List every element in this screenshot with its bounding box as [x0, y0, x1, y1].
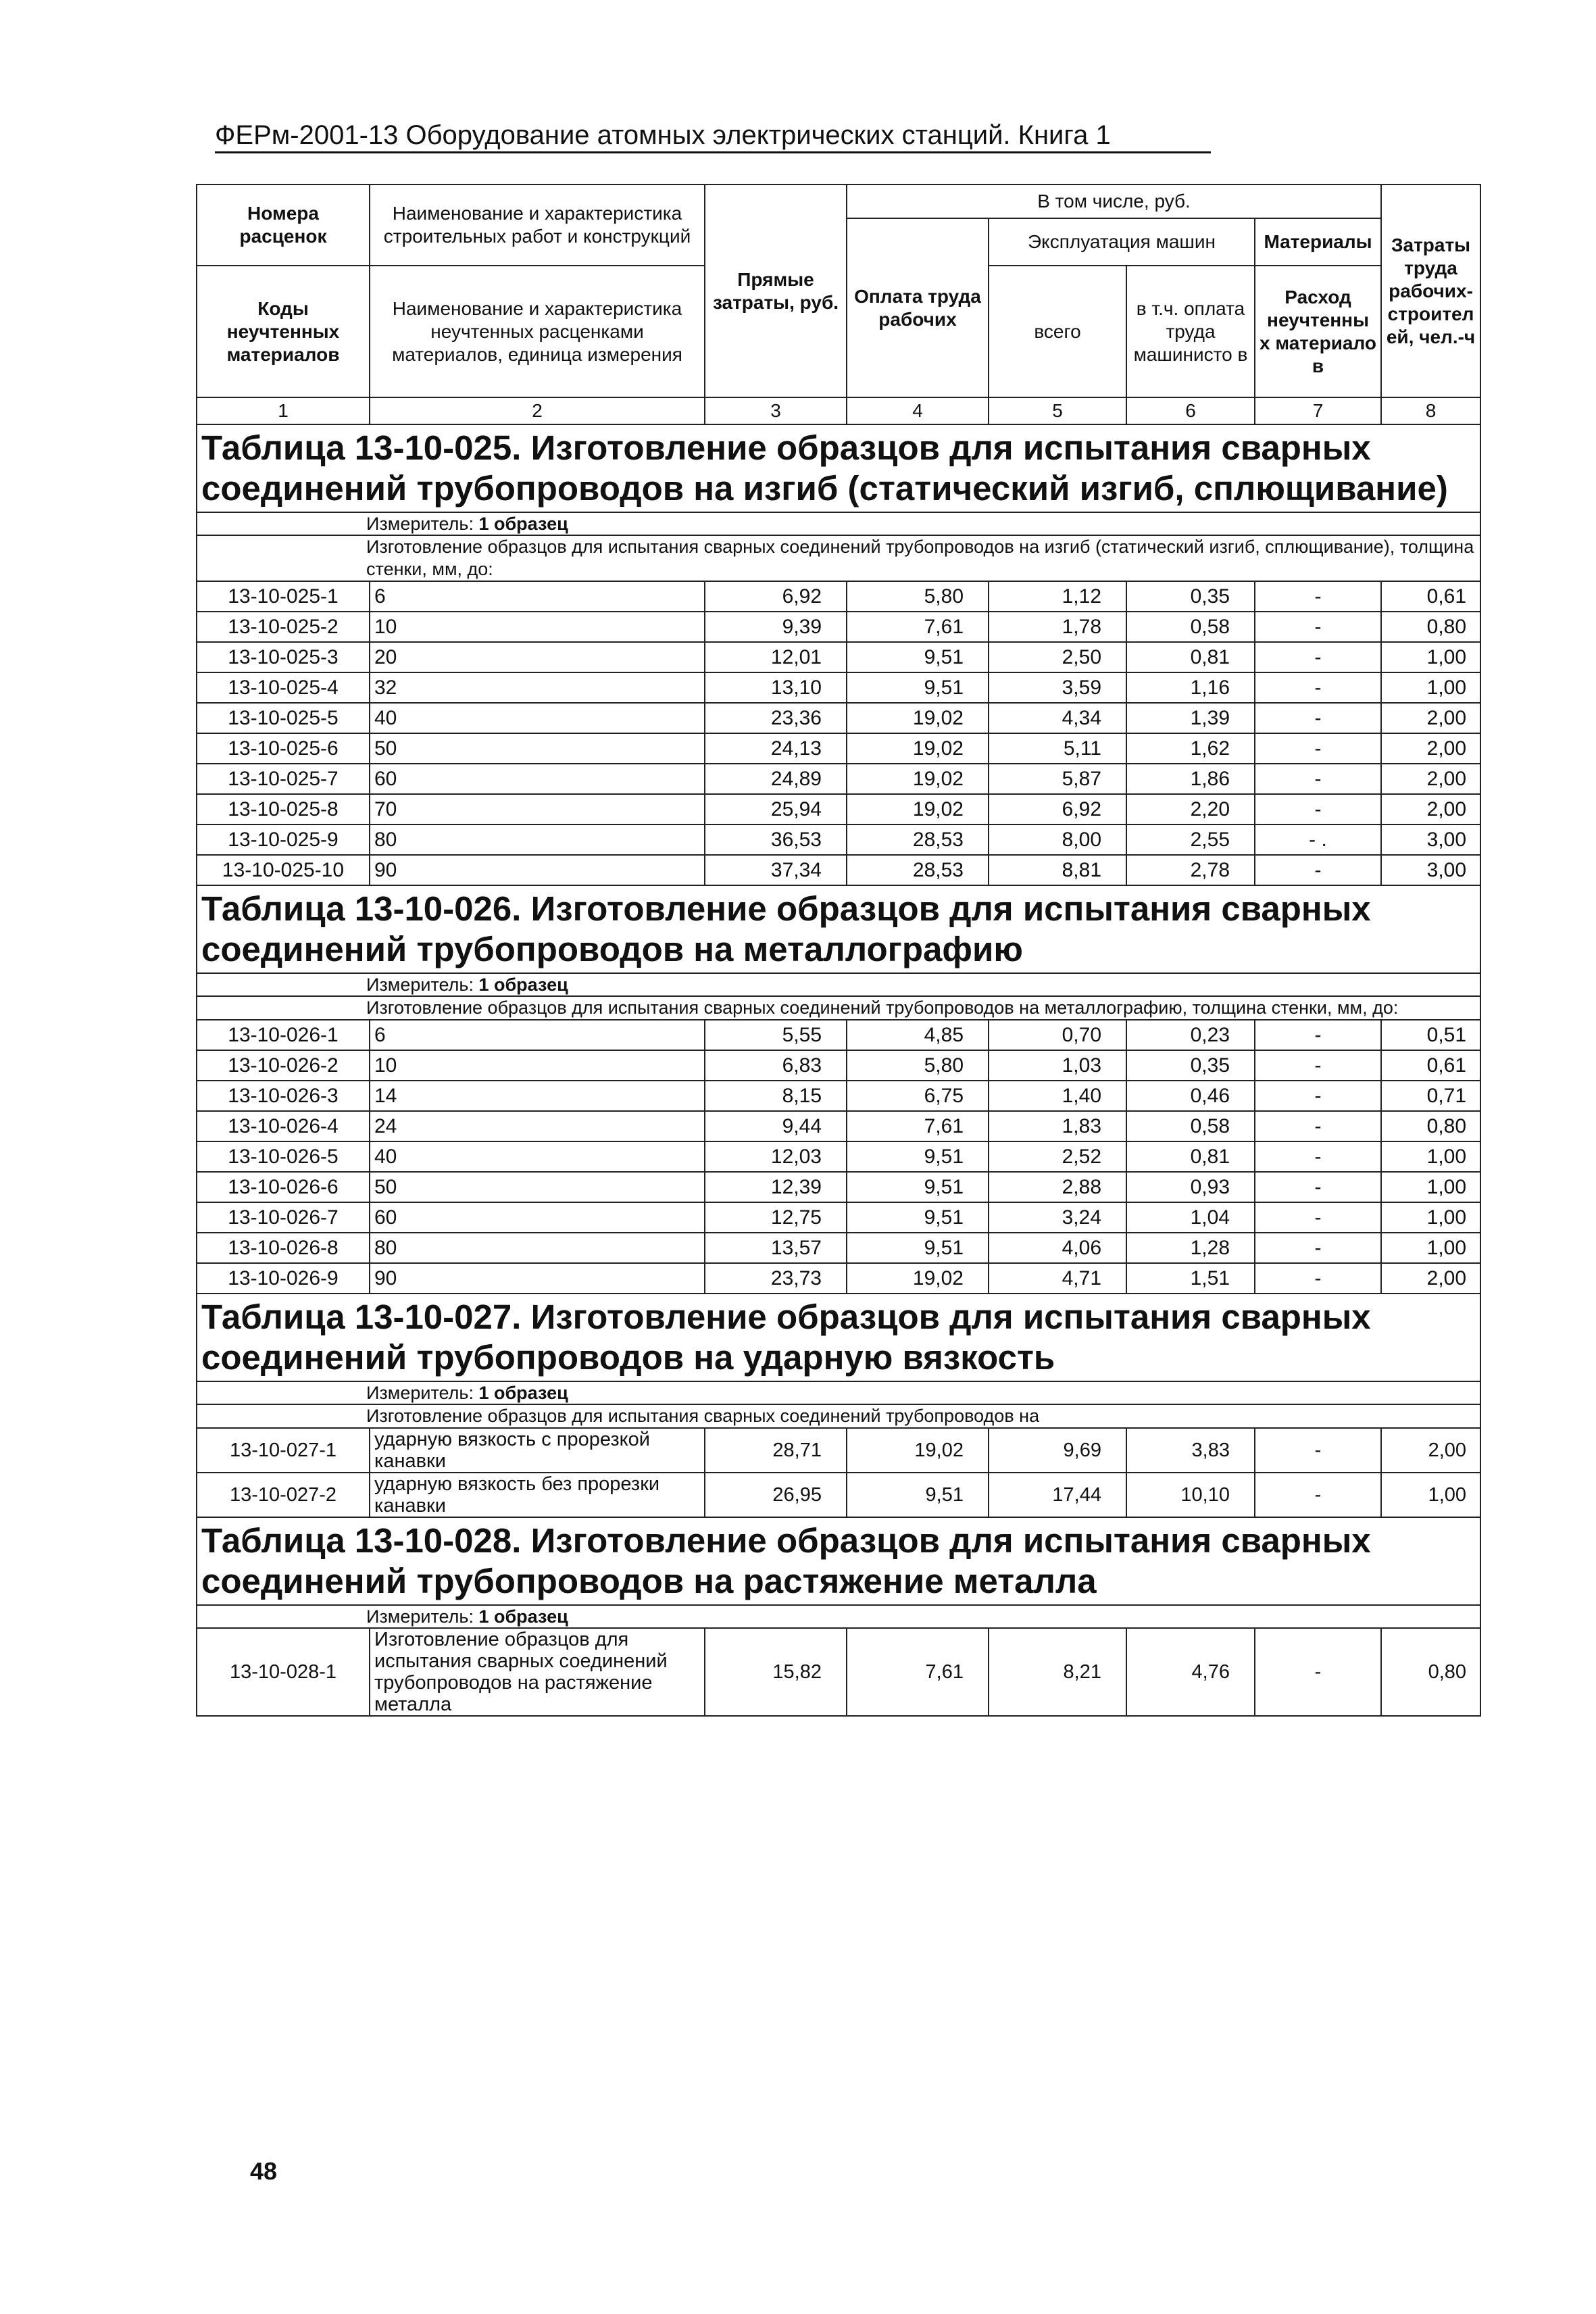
table-title: Таблица 13-10-026. Изготовление образцов для испытания сварных соединений трубопроводов на металлографию: [197, 885, 1480, 973]
col-number: 6: [1126, 397, 1255, 424]
description-row: [197, 535, 1480, 581]
direct-costs: 13,57: [705, 1233, 847, 1263]
table-row: [197, 1141, 1480, 1172]
work-name: Изготовление образцов для испытания сварных соединений трубопроводов на растяжение металла: [370, 1628, 705, 1716]
col-number: 3: [705, 397, 847, 424]
meter-label: Измеритель:: [366, 1383, 474, 1403]
rates-table: [196, 184, 1481, 1717]
machines-total: 9,69: [989, 1428, 1126, 1473]
direct-costs: 13,10: [705, 672, 847, 703]
operator-pay: 1,28: [1126, 1233, 1255, 1263]
work-name: 90: [370, 1263, 705, 1294]
materials: -: [1255, 581, 1381, 612]
labor-costs: 2,00: [1381, 1428, 1480, 1473]
meter-line: [197, 512, 1480, 535]
worker-pay: 7,61: [847, 612, 989, 642]
work-name: 70: [370, 794, 705, 824]
work-name: 50: [370, 733, 705, 764]
machines-total: 4,06: [989, 1233, 1126, 1263]
table-row: [197, 855, 1480, 885]
direct-costs: 12,75: [705, 1202, 847, 1233]
operator-pay: 1,86: [1126, 764, 1255, 794]
direct-costs: 24,13: [705, 733, 847, 764]
direct-costs: 23,36: [705, 703, 847, 733]
rate-code: 13-10-026-6: [197, 1172, 370, 1202]
materials: -: [1255, 1020, 1381, 1050]
direct-costs: 26,95: [705, 1473, 847, 1517]
machines-total: 0,70: [989, 1020, 1126, 1050]
operator-pay: 0,35: [1126, 581, 1255, 612]
direct-costs: 12,03: [705, 1141, 847, 1172]
direct-costs: 37,34: [705, 855, 847, 885]
rate-code: 13-10-025-3: [197, 642, 370, 672]
rate-code: 13-10-026-4: [197, 1111, 370, 1141]
table-row: [197, 733, 1480, 764]
table-row: [197, 1172, 1480, 1202]
labor-costs: 0,61: [1381, 1050, 1480, 1081]
table-row: [197, 703, 1480, 733]
worker-pay: 19,02: [847, 1263, 989, 1294]
meter-line: [197, 973, 1480, 996]
rate-code: 13-10-025-7: [197, 764, 370, 794]
description-row: [197, 1404, 1480, 1428]
operator-pay: 1,62: [1126, 733, 1255, 764]
operator-pay: 1,16: [1126, 672, 1255, 703]
worker-pay: 4,85: [847, 1020, 989, 1050]
materials: -: [1255, 1233, 1381, 1263]
col2-top-header: Наименование и характеристика строительных работ и конструкций: [370, 184, 705, 266]
worker-pay: 19,02: [847, 764, 989, 794]
operator-pay: 1,04: [1126, 1202, 1255, 1233]
rate-code: 13-10-026-8: [197, 1233, 370, 1263]
worker-pay: 9,51: [847, 1473, 989, 1517]
worker-pay: 9,51: [847, 1233, 989, 1263]
machines-total: 3,59: [989, 672, 1126, 703]
col3-header: Прямые затраты, руб.: [705, 184, 847, 397]
operator-pay: 2,55: [1126, 824, 1255, 855]
rate-code: 13-10-026-2: [197, 1050, 370, 1081]
table-row: [197, 794, 1480, 824]
table-row: [197, 1263, 1480, 1294]
worker-pay: 9,51: [847, 672, 989, 703]
operator-pay: 0,58: [1126, 1111, 1255, 1141]
labor-costs: 2,00: [1381, 794, 1480, 824]
machines-total: 4,71: [989, 1263, 1126, 1294]
materials: -: [1255, 642, 1381, 672]
labor-costs: 0,80: [1381, 1111, 1480, 1141]
meter-line: [197, 1381, 1480, 1404]
direct-costs: 25,94: [705, 794, 847, 824]
materials: - .: [1255, 824, 1381, 855]
materials: -: [1255, 612, 1381, 642]
col7-header: Расход неучтенны х материало в: [1255, 266, 1381, 397]
rate-code: 13-10-028-1: [197, 1628, 370, 1716]
labor-costs: 2,00: [1381, 1263, 1480, 1294]
worker-pay: 19,02: [847, 733, 989, 764]
materials: -: [1255, 1628, 1381, 1716]
direct-costs: 9,44: [705, 1111, 847, 1141]
labor-costs: 0,80: [1381, 612, 1480, 642]
labor-costs: 1,00: [1381, 1202, 1480, 1233]
col-number: 5: [989, 397, 1126, 424]
table-row: [197, 1628, 1480, 1716]
including-header: В том числе, руб.: [847, 184, 1381, 218]
work-name: 10: [370, 612, 705, 642]
rate-code: 13-10-026-9: [197, 1263, 370, 1294]
work-name: 32: [370, 672, 705, 703]
worker-pay: 9,51: [847, 642, 989, 672]
work-name: 40: [370, 1141, 705, 1172]
col-number: 8: [1381, 397, 1480, 424]
col1-top-header: Номера расценок: [197, 184, 370, 266]
labor-costs: 2,00: [1381, 703, 1480, 733]
operator-pay: 0,93: [1126, 1172, 1255, 1202]
machines-header: Эксплуатация машин: [989, 218, 1255, 266]
labor-costs: 2,00: [1381, 764, 1480, 794]
table-title-row: [197, 424, 1480, 512]
work-name: 10: [370, 1050, 705, 1081]
materials: -: [1255, 764, 1381, 794]
materials: -: [1255, 672, 1381, 703]
table-row: [197, 824, 1480, 855]
operator-pay: 2,78: [1126, 855, 1255, 885]
table-row: [197, 1020, 1480, 1050]
labor-costs: 0,51: [1381, 1020, 1480, 1050]
materials: -: [1255, 703, 1381, 733]
table-row: [197, 1233, 1480, 1263]
table-row: [197, 581, 1480, 612]
machines-total: 2,52: [989, 1141, 1126, 1172]
materials: -: [1255, 1263, 1381, 1294]
machines-total: 1,40: [989, 1081, 1126, 1111]
materials: -: [1255, 733, 1381, 764]
table-description: Изготовление образцов для испытания сварных соединений трубопроводов на металлографию, толщина стенки, мм, до:: [197, 996, 1480, 1020]
machines-total: 17,44: [989, 1473, 1126, 1517]
col1-bottom-header: Коды неучтенных материалов: [197, 266, 370, 397]
machines-total: 8,00: [989, 824, 1126, 855]
direct-costs: 6,83: [705, 1050, 847, 1081]
operator-pay: 0,23: [1126, 1020, 1255, 1050]
machines-total: 1,78: [989, 612, 1126, 642]
work-name: ударную вязкость без прорезки канавки: [370, 1473, 705, 1517]
table-row: [197, 612, 1480, 642]
labor-costs: 2,00: [1381, 733, 1480, 764]
col8-header: Затраты труда рабочих-строител ей, чел.-ч: [1381, 184, 1480, 397]
direct-costs: 23,73: [705, 1263, 847, 1294]
operator-pay: 1,39: [1126, 703, 1255, 733]
worker-pay: 28,53: [847, 855, 989, 885]
worker-pay: 9,51: [847, 1141, 989, 1172]
col-number: 7: [1255, 397, 1381, 424]
direct-costs: 8,15: [705, 1081, 847, 1111]
worker-pay: 19,02: [847, 1428, 989, 1473]
machines-total: 3,24: [989, 1202, 1126, 1233]
work-name: 90: [370, 855, 705, 885]
labor-costs: 3,00: [1381, 824, 1480, 855]
operator-pay: 0,35: [1126, 1050, 1255, 1081]
materials: -: [1255, 794, 1381, 824]
table-row: [197, 1428, 1480, 1473]
direct-costs: 12,39: [705, 1172, 847, 1202]
machines-total: 8,81: [989, 855, 1126, 885]
col5-header: всего: [989, 266, 1126, 397]
rate-code: 13-10-025-10: [197, 855, 370, 885]
operator-pay: 4,76: [1126, 1628, 1255, 1716]
table-row: [197, 764, 1480, 794]
table-row: [197, 672, 1480, 703]
col-number: 4: [847, 397, 989, 424]
running-header: ФЕРм-2001-13 Оборудование атомных электрических станций. Книга 1: [215, 119, 1211, 153]
labor-costs: 1,00: [1381, 1172, 1480, 1202]
rate-code: 13-10-025-2: [197, 612, 370, 642]
materials: -: [1255, 1111, 1381, 1141]
machines-total: 1,83: [989, 1111, 1126, 1141]
rate-code: 13-10-026-3: [197, 1081, 370, 1111]
worker-pay: 5,80: [847, 1050, 989, 1081]
operator-pay: 0,81: [1126, 642, 1255, 672]
meter-value: 1 образец: [478, 1606, 568, 1627]
table-row: [197, 1081, 1480, 1111]
rate-code: 13-10-025-6: [197, 733, 370, 764]
operator-pay: 3,83: [1126, 1428, 1255, 1473]
rate-code: 13-10-025-4: [197, 672, 370, 703]
meter-line: [197, 1605, 1480, 1628]
work-name: 14: [370, 1081, 705, 1111]
col-number: 2: [370, 397, 705, 424]
operator-pay: 10,10: [1126, 1473, 1255, 1517]
rate-code: 13-10-025-9: [197, 824, 370, 855]
materials: -: [1255, 1428, 1381, 1473]
col-number: 1: [197, 397, 370, 424]
rate-code: 13-10-025-1: [197, 581, 370, 612]
materials: -: [1255, 1202, 1381, 1233]
worker-pay: 7,61: [847, 1111, 989, 1141]
rate-code: 13-10-026-5: [197, 1141, 370, 1172]
meter-label: Измеритель:: [366, 1606, 474, 1627]
direct-costs: 28,71: [705, 1428, 847, 1473]
materials: -: [1255, 1141, 1381, 1172]
work-name: 24: [370, 1111, 705, 1141]
rate-code: 13-10-027-1: [197, 1428, 370, 1473]
rate-code: 13-10-026-7: [197, 1202, 370, 1233]
work-name: 6: [370, 581, 705, 612]
machines-total: 1,12: [989, 581, 1126, 612]
machines-total: 1,03: [989, 1050, 1126, 1081]
work-name: ударную вязкость с прорезкой канавки: [370, 1428, 705, 1473]
direct-costs: 36,53: [705, 824, 847, 855]
table-title: Таблица 13-10-027. Изготовление образцов для испытания сварных соединений трубопроводов на ударную вязкость: [197, 1294, 1480, 1381]
table-row: [197, 1202, 1480, 1233]
table-title: Таблица 13-10-028. Изготовление образцов для испытания сварных соединений трубопроводов на растяжение металла: [197, 1517, 1480, 1605]
table-title-row: [197, 885, 1480, 973]
rate-code: 13-10-025-5: [197, 703, 370, 733]
machines-total: 5,87: [989, 764, 1126, 794]
rate-code: 13-10-025-8: [197, 794, 370, 824]
worker-pay: 5,80: [847, 581, 989, 612]
machines-total: 4,34: [989, 703, 1126, 733]
work-name: 6: [370, 1020, 705, 1050]
labor-costs: 0,71: [1381, 1081, 1480, 1111]
labor-costs: 1,00: [1381, 1233, 1480, 1263]
labor-costs: 1,00: [1381, 1473, 1480, 1517]
col2-bottom-header: Наименование и характеристика неучтенных расценками материалов, единица измерения: [370, 266, 705, 397]
table-row: [197, 642, 1480, 672]
materials: -: [1255, 1081, 1381, 1111]
worker-pay: 6,75: [847, 1081, 989, 1111]
rate-code: 13-10-027-2: [197, 1473, 370, 1517]
labor-costs: 3,00: [1381, 855, 1480, 885]
meter-row: [197, 512, 1480, 535]
direct-costs: 15,82: [705, 1628, 847, 1716]
meter-value: 1 образец: [478, 1383, 568, 1403]
work-name: 80: [370, 1233, 705, 1263]
meter-value: 1 образец: [478, 975, 568, 995]
machines-total: 2,88: [989, 1172, 1126, 1202]
operator-pay: 1,51: [1126, 1263, 1255, 1294]
meter-label: Измеритель:: [366, 975, 474, 995]
table-title-row: [197, 1517, 1480, 1605]
labor-costs: 1,00: [1381, 642, 1480, 672]
machines-total: 5,11: [989, 733, 1126, 764]
operator-pay: 2,20: [1126, 794, 1255, 824]
machines-total: 2,50: [989, 642, 1126, 672]
materials: -: [1255, 1172, 1381, 1202]
machines-total: 8,21: [989, 1628, 1126, 1716]
table-title: Таблица 13-10-025. Изготовление образцов для испытания сварных соединений трубопроводов на изгиб (статический изгиб, сплющивание): [197, 424, 1480, 512]
table-row: [197, 1111, 1480, 1141]
materials: -: [1255, 1050, 1381, 1081]
machines-total: 6,92: [989, 794, 1126, 824]
direct-costs: 9,39: [705, 612, 847, 642]
operator-pay: 0,81: [1126, 1141, 1255, 1172]
table-description: Изготовление образцов для испытания сварных соединений трубопроводов на изгиб (статический изгиб, сплющивание), толщина стенки, мм, до:: [197, 535, 1480, 581]
labor-costs: 0,80: [1381, 1628, 1480, 1716]
worker-pay: 7,61: [847, 1628, 989, 1716]
direct-costs: 12,01: [705, 642, 847, 672]
worker-pay: 19,02: [847, 794, 989, 824]
table-description: Изготовление образцов для испытания сварных соединений трубопроводов на: [197, 1404, 1480, 1428]
meter-value: 1 образец: [478, 514, 568, 534]
meter-row: [197, 1381, 1480, 1404]
meter-row: [197, 973, 1480, 996]
work-name: 20: [370, 642, 705, 672]
materials-header: Материалы: [1255, 218, 1381, 266]
work-name: 40: [370, 703, 705, 733]
labor-costs: 1,00: [1381, 1141, 1480, 1172]
work-name: 50: [370, 1172, 705, 1202]
rate-code: 13-10-026-1: [197, 1020, 370, 1050]
materials: -: [1255, 855, 1381, 885]
work-name: 60: [370, 764, 705, 794]
work-name: 60: [370, 1202, 705, 1233]
labor-costs: 1,00: [1381, 672, 1480, 703]
worker-pay: 19,02: [847, 703, 989, 733]
table-row: [197, 1473, 1480, 1517]
labor-costs: 0,61: [1381, 581, 1480, 612]
operator-pay: 0,46: [1126, 1081, 1255, 1111]
direct-costs: 6,92: [705, 581, 847, 612]
page-number: 48: [250, 2157, 278, 2185]
table-title-row: [197, 1294, 1480, 1381]
description-row: [197, 996, 1480, 1020]
direct-costs: 24,89: [705, 764, 847, 794]
worker-pay: 9,51: [847, 1202, 989, 1233]
col6-header: в т.ч. оплата труда машинисто в: [1126, 266, 1255, 397]
table-row: [197, 1050, 1480, 1081]
meter-label: Измеритель:: [366, 514, 474, 534]
direct-costs: 5,55: [705, 1020, 847, 1050]
materials: -: [1255, 1473, 1381, 1517]
worker-pay: 28,53: [847, 824, 989, 855]
col4-header: Оплата труда рабочих: [847, 218, 989, 397]
meter-row: [197, 1605, 1480, 1628]
worker-pay: 9,51: [847, 1172, 989, 1202]
operator-pay: 0,58: [1126, 612, 1255, 642]
work-name: 80: [370, 824, 705, 855]
